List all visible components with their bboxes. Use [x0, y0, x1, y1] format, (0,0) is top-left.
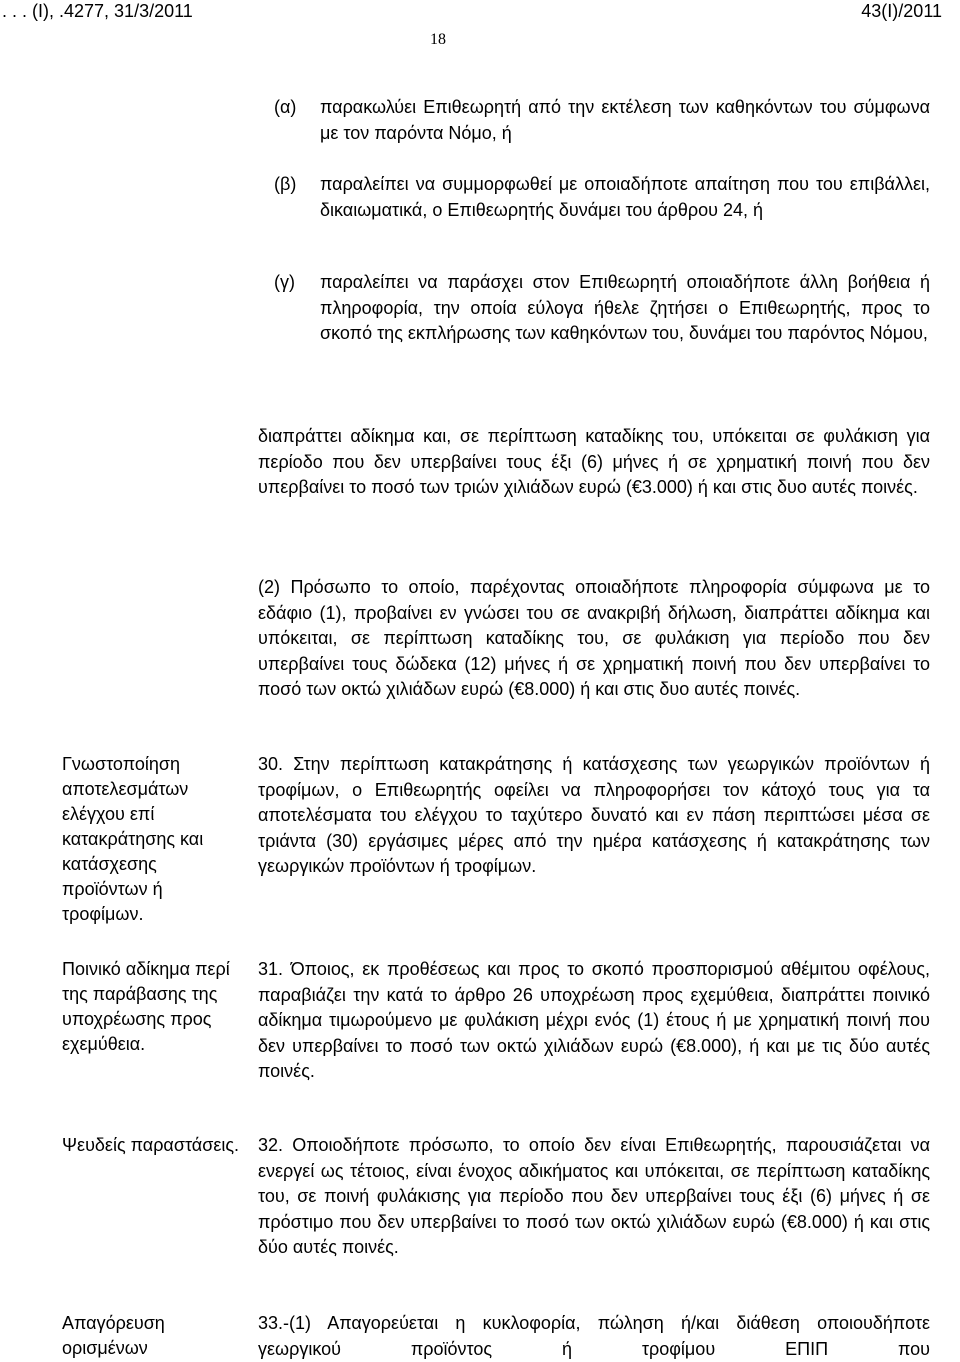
document-header-right: 43(I)/2011 — [861, 1, 942, 21]
section-30-text: 30. Στην περίπτωση κατακράτησης ή κατάσχεσης των γεωργικών προϊόντων ή τροφίμων, ο Επιθεωρητής οφείλει να πληροφορήσει τον κάτοχό τους για τα αποτελέσματα του ελέγχου το ταχύτερο δυνατό και εν πάση περιπτώσει μέσα σε τριάντα (30) εργάσιμες μέρες από την ημέρα κατάσχεσης ή κατακράτησης των γεωργικών προϊόντων ή τροφίμων. — [258, 754, 930, 876]
margin-note-section-32: Ψευδείς παραστάσεις. — [62, 1135, 240, 1155]
item-label-c: (γ) — [274, 272, 295, 292]
margin-note-section-30: Γνωστοποίηση αποτελεσμάτων ελέγχου επί κατακράτησης και κατάσχεσης προϊόντων ή τροφίμων. — [62, 754, 204, 924]
subsection-2: (2) Πρόσωπο το οποίο, παρέχοντας οποιαδήποτε πληροφορία σύμφωνα με το εδάφιο (1), προβαίνει εν γνώσει του σε ανακριβή δήλωση, διαπράττει αδίκημα και υπόκειται, σε περίπτωση καταδίκης του, σε φυλάκιση για περίοδο που δεν υπερβαίνει τους δώδεκα (12) μήνες ή σε χρηματική ποινή που δεν υπερβαίνει το ποσό των οκτώ χιλιάδων ευρώ (€8.000) ή και στις δυο αυτές ποινές. — [258, 577, 930, 699]
item-label-b: (β) — [274, 174, 297, 194]
item-text-a: παρακωλύει Επιθεωρητή από την εκτέλεση των καθηκόντων του σύμφωνα με τον παρόντα Νόμο, ή — [320, 97, 930, 143]
section-31-text: 31. Όποιος, εκ προθέσεως και προς το σκοπό προσπορισμού αθέμιτου οφέλους, παραβιάζει την κατά το άρθρο 26 υποχρέωση προς εχεμύθεια, διαπράττει ποινικό αδίκημα τιμωρούμενο με φυλάκιση μέχρι ενός (1) έτους ή με χρηματική ποινή που δεν υπερβαίνει το ποσό των οκτώ χιλιάδων ευρώ (€8.000), ή και με τις δύο αυτές ποινές. — [258, 959, 930, 1081]
item-text-c: παραλείπει να παράσχει στον Επιθεωρητή οποιαδήποτε άλλη βοήθεια ή πληροφορία, την οποία εύλογα ήθελε ζητήσει ο Επιθεωρητής, προς το σκοπό της εκπλήρωσης των καθηκόντων του, δυνάμει του παρόντος Νόμου, — [320, 272, 930, 343]
page-number: 18 — [430, 31, 446, 48]
item-text-b: παραλείπει να συμμορφωθεί με οποιαδήποτε απαίτηση που του επιβάλλει, δικαιωματικά, ο Επιθεωρητής δυνάμει του άρθρου 24, ή — [320, 174, 930, 220]
penalty-clause: διαπράττει αδίκημα και, σε περίπτωση καταδίκης του, υπόκειται σε φυλάκιση για περίοδο που δεν υπερβαίνει τους έξι (6) μήνες ή σε χρηματική ποινή που δεν υπερβαίνει το ποσό των τριών χιλιάδων ευρώ (€3.000) ή και στις δυο αυτές ποινές. — [258, 426, 930, 497]
item-label-a: (α) — [274, 97, 297, 117]
section-33-text: 33.-(1) Απαγορεύεται η κυκλοφορία, πώληση ή/και διάθεση οποιουδήποτε γεωργικού προϊόντος ή τροφίμου ΕΠΙΠ που — [258, 1313, 930, 1359]
section-32-text: 32. Οποιοδήποτε πρόσωπο, το οποίο δεν είναι Επιθεωρητής, παρουσιάζεται να ενεργεί ως τέτοιος, είναι ένοχος αδικήματος και υπόκειται, σε περίπτωση καταδίκης του, σε ποινή φυλάκισης για περίοδο που δεν υπερβαίνει τους έξι (6) μήνες ή σε πρόστιμο που δεν υπερβαίνει το ποσό των οκτώ χιλιάδων ευρώ (€8.000) ή και στις δύο αυτές ποινές. — [258, 1135, 930, 1257]
document-header-left: . . . (Ι), .4277, 31/3/2011 — [2, 1, 193, 21]
margin-note-section-31: Ποινικό αδίκημα περί της παράβασης της υποχρέωσης προς εχεμύθεια. — [62, 959, 230, 1054]
margin-note-section-33: Απαγόρευση ορισμένων — [62, 1313, 165, 1358]
